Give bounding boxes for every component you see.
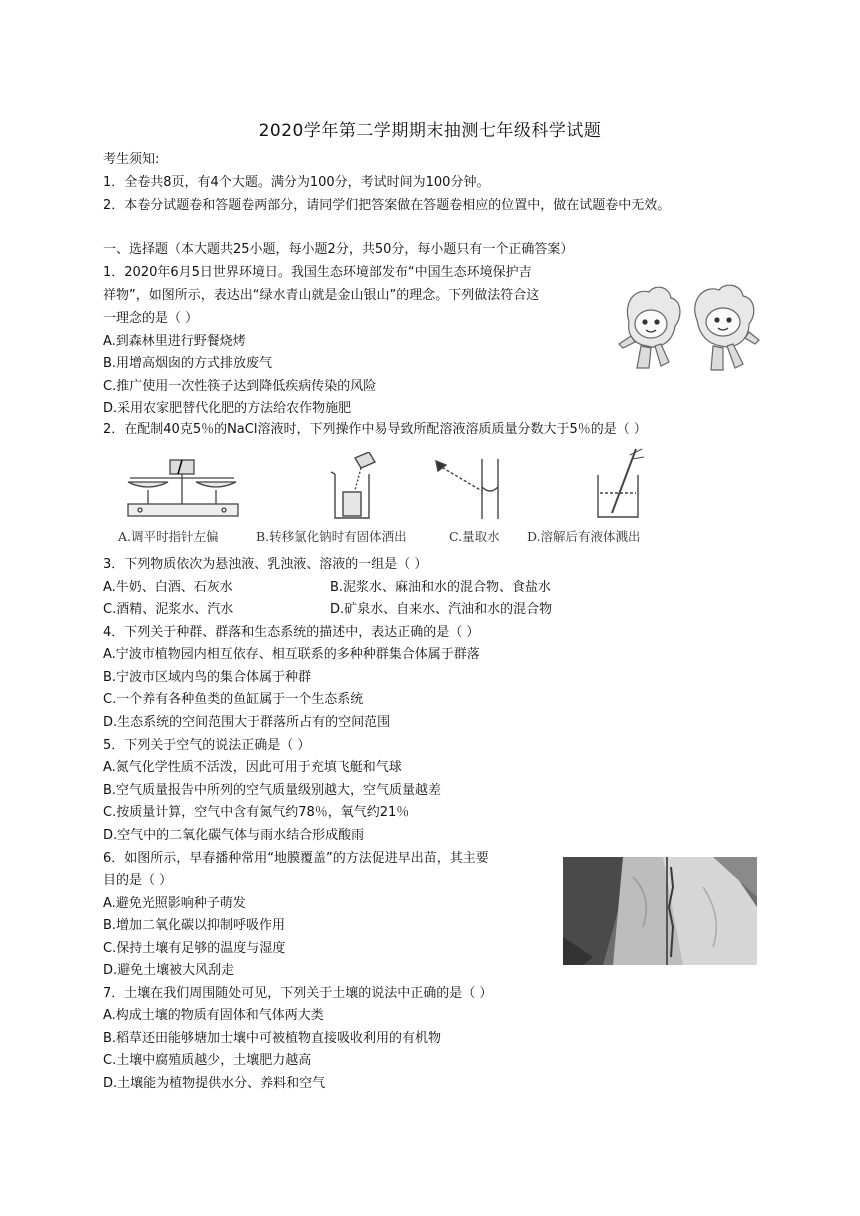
question-stem: 祥物”，如图所示，表达出“绿水青山就是金山银山”的理念。下列做法符合这 bbox=[103, 288, 540, 303]
option: D.避免土壤被大风刮走 bbox=[103, 963, 235, 978]
question-stem: 3．下列物质依次为悬浊液、乳浊液、溶液的一组是（ ） bbox=[103, 557, 428, 572]
option: B.泥浆水、麻油和水的混合物、食盐水 bbox=[330, 580, 552, 595]
question-stem: 5．下列关于空气的说法正确是（ ） bbox=[103, 738, 311, 753]
option: A.氮气化学性质不活泼，因此可用于充填飞艇和气球 bbox=[103, 760, 402, 775]
option: D.土壤能为植物提供水分、养料和空气 bbox=[103, 1076, 326, 1091]
figure-caption: D.溶解后有液体溅出 bbox=[527, 529, 641, 544]
question-stem: 1．2020年6月5日世界环境日。我国生态环境部发布“中国生态环境保护吉 bbox=[103, 265, 532, 280]
option: A.构成土壤的物质有固体和气体两大类 bbox=[103, 1008, 324, 1023]
section-heading: 一、选择题（本大题共25小题，每小题2分，共50分，每小题只有一个正确答案） bbox=[103, 242, 574, 257]
option: C.一个养有各种鱼类的鱼缸属于一个生态系统 bbox=[103, 692, 364, 707]
figure-caption: B.转移氯化钠时有固体洒出 bbox=[256, 529, 407, 544]
option: A.宁波市植物园内相互依存、相互联系的多种种群集合体属于群落 bbox=[103, 647, 480, 662]
mascot-illustration bbox=[615, 282, 760, 382]
option: B.宁波市区域内鸟的集合体属于种群 bbox=[103, 670, 312, 685]
question-stem: 目的是（ ） bbox=[103, 873, 173, 888]
option: B.增加二氧化碳以抑制呼吸作用 bbox=[103, 918, 286, 933]
page-title: 2020学年第二学期期末抽测七年级科学试题 bbox=[258, 121, 602, 141]
notice-heading: 考生须知: bbox=[103, 152, 160, 167]
question-stem: 6．如图所示，早春播种常用“地膜覆盖”的方法促进早出苗，其主要 bbox=[103, 851, 489, 866]
figure-caption: C.量取水 bbox=[449, 529, 500, 544]
option: D.矿泉水、自来水、汽油和水的混合物 bbox=[330, 602, 553, 617]
option: C.土壤中腐殖质越少，土壤肥力越高 bbox=[103, 1053, 312, 1068]
question-stem: 4．下列关于种群、群落和生态系统的描述中，表达正确的是（ ） bbox=[103, 625, 480, 640]
figure-caption: A.调平时指针左偏 bbox=[118, 529, 219, 544]
option: C.按质量计算，空气中含有氮气约78％，氧气约21％ bbox=[103, 805, 410, 820]
option: C.推广使用一次性筷子达到降低疾病传染的风险 bbox=[103, 379, 377, 394]
option: C.酒精、泥浆水、汽水 bbox=[103, 602, 234, 617]
option: B.空气质量报告中所列的空气质量级别越大，空气质量越差 bbox=[103, 783, 442, 798]
measuring-cylinder-illustration bbox=[432, 455, 512, 520]
question-stem: 7．土壤在我们周围随处可见，下列关于土壤的说法中正确的是（ ） bbox=[103, 986, 493, 1001]
balance-scale-illustration bbox=[120, 452, 245, 522]
option: D.生态系统的空间范围大于群落所占有的空间范围 bbox=[103, 715, 391, 730]
option: A.避免光照影响种子萌发 bbox=[103, 896, 246, 911]
option: C.保持土壤有足够的温度与湿度 bbox=[103, 941, 286, 956]
question-stem: 2．在配制40克5％的NaCl溶液时，下列操作中易导致所配溶液溶质质量分数大于5％的是（ ） bbox=[103, 422, 647, 437]
option: D.采用农家肥替代化肥的方法给农作物施肥 bbox=[103, 401, 352, 416]
option: B.用增高烟囱的方式排放废气 bbox=[103, 356, 273, 371]
question-stem: 一理念的是（ ） bbox=[103, 311, 199, 326]
plastic-mulch-photo bbox=[563, 857, 757, 965]
option: A.牛奶、白酒、石灰水 bbox=[103, 580, 233, 595]
option: B.稻草还田能够塘加士壤中可被植物直接吸收利用的有机物 bbox=[103, 1031, 442, 1046]
beaker-transfer-illustration bbox=[325, 452, 385, 522]
dissolving-beaker-illustration bbox=[590, 447, 650, 522]
notice-item: 1．全卷共8页，有4个大题。满分为100分，考试时间为100分钟。 bbox=[103, 175, 490, 190]
notice-item: 2．本卷分试题卷和答题卷两部分，请同学们把答案做在答题卷相应的位置中，做在试题卷中无效。 bbox=[103, 198, 671, 213]
option: D.空气中的二氧化碳气体与雨水结合形成酸雨 bbox=[103, 828, 365, 843]
option: A.到森林里进行野餐烧烤 bbox=[103, 334, 246, 349]
